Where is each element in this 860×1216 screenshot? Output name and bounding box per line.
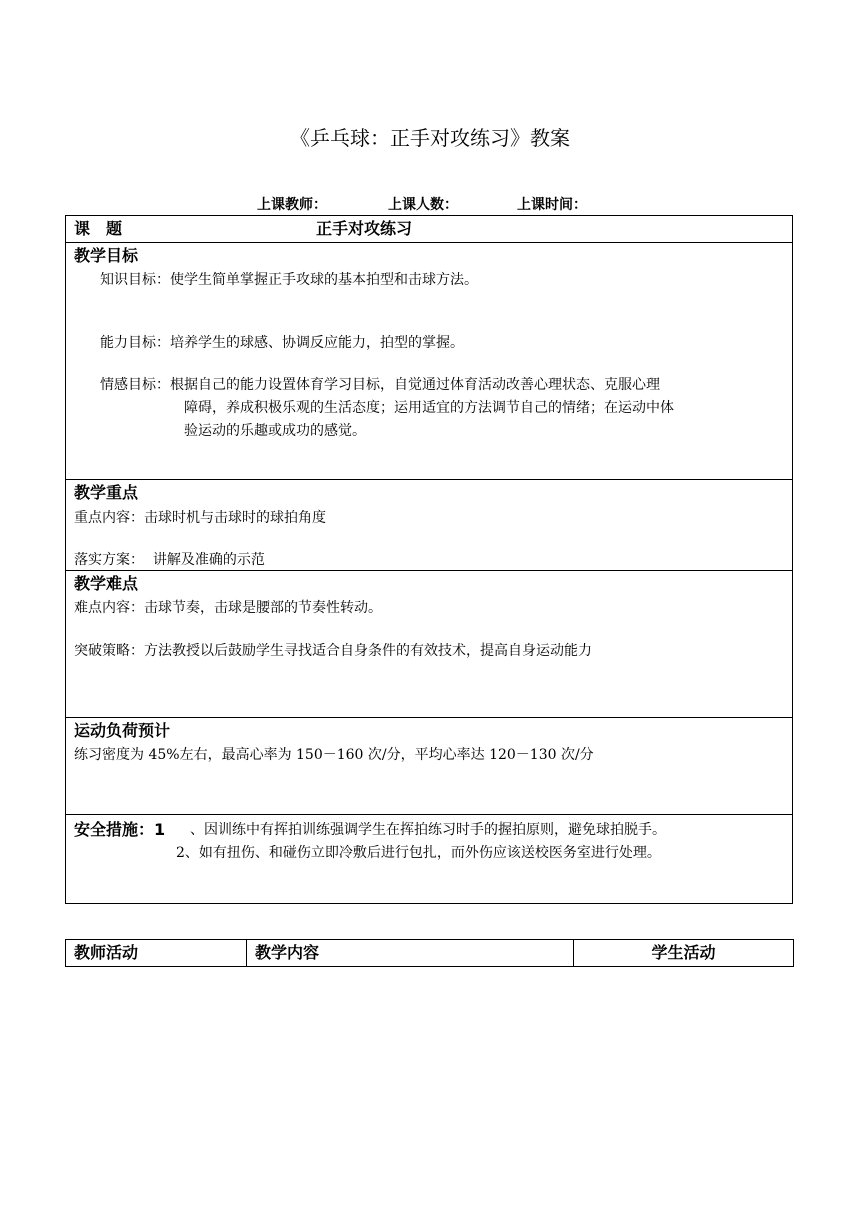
ability-objective: 能力目标：培养学生的球感、协调反应能力，拍型的掌握。 <box>100 335 464 351</box>
exercise-load-heading: 运动负荷预计 <box>74 721 171 740</box>
teacher-label: 上课教师： <box>257 197 327 213</box>
difficulties-section <box>66 571 792 718</box>
teacher-activity-header: 教师活动 <box>66 940 247 966</box>
safety-item-1: 、因训练中有挥拍训练强调学生在挥拍练习时手的握拍原则，避免球拍脱手。 <box>190 822 666 838</box>
key-points-section <box>66 480 792 571</box>
safety-item-2: 2、如有扭伤、和碰伤立即冷敷后进行包扎，而外伤应该送校医务室进行处理。 <box>176 845 661 861</box>
key-points-heading: 教学重点 <box>74 483 139 502</box>
emotion-objective-line-2: 障碍，养成积极乐观的生活态度；运用适宜的方法调节自己的情绪；在运动中体 <box>184 400 674 416</box>
key-points-content: 重点内容：击球时机与击球时的球拍角度 <box>74 510 326 526</box>
safety-heading-label: 安全措施： <box>74 820 155 839</box>
student-count-label: 上课人数： <box>388 197 458 213</box>
class-time-label: 上课时间： <box>517 197 587 213</box>
difficulties-heading: 教学难点 <box>74 574 139 593</box>
objectives-section <box>66 243 792 480</box>
student-activity-header: 学生活动 <box>651 943 716 962</box>
document-title: 《乒乓球：正手对攻练习》教案 <box>290 126 570 150</box>
topic-value: 正手对攻练习 <box>316 219 413 238</box>
exercise-load-content: 练习密度为 45%左右，最高心率为 150－160 次/分，平均心率达 120－130 次/分 <box>74 747 594 763</box>
lesson-meta <box>0 195 860 215</box>
activity-table <box>65 939 794 967</box>
objectives-heading: 教学目标 <box>74 246 139 265</box>
emotion-objective-line-1: 情感目标：根据自己的能力设置体育学习目标，自觉通过体育活动改善心理状态、克服心理 <box>100 377 660 393</box>
safety-section <box>66 815 792 903</box>
knowledge-objective: 知识目标：使学生简单掌握正手攻球的基本拍型和击球方法。 <box>100 272 478 288</box>
difficulties-content: 难点内容：击球节奏，击球是腰部的节奏性转动。 <box>74 600 382 616</box>
safety-heading <box>66 820 165 840</box>
key-points-plan: 落实方案： 讲解及准确的示范 <box>74 552 265 568</box>
topic-label: 课 题 <box>74 219 123 238</box>
lesson-plan-table <box>65 215 793 904</box>
topic-row <box>66 216 792 243</box>
teaching-content-header: 教学内容 <box>247 940 574 966</box>
exercise-load-section <box>66 718 792 815</box>
safety-item-1-number: 1 <box>154 820 166 839</box>
difficulties-strategy: 突破策略：方法教授以后鼓励学生寻找适合自身条件的有效技术，提高自身运动能力 <box>74 643 592 659</box>
emotion-objective-line-3: 验运动的乐趣或成功的感觉。 <box>184 423 366 439</box>
